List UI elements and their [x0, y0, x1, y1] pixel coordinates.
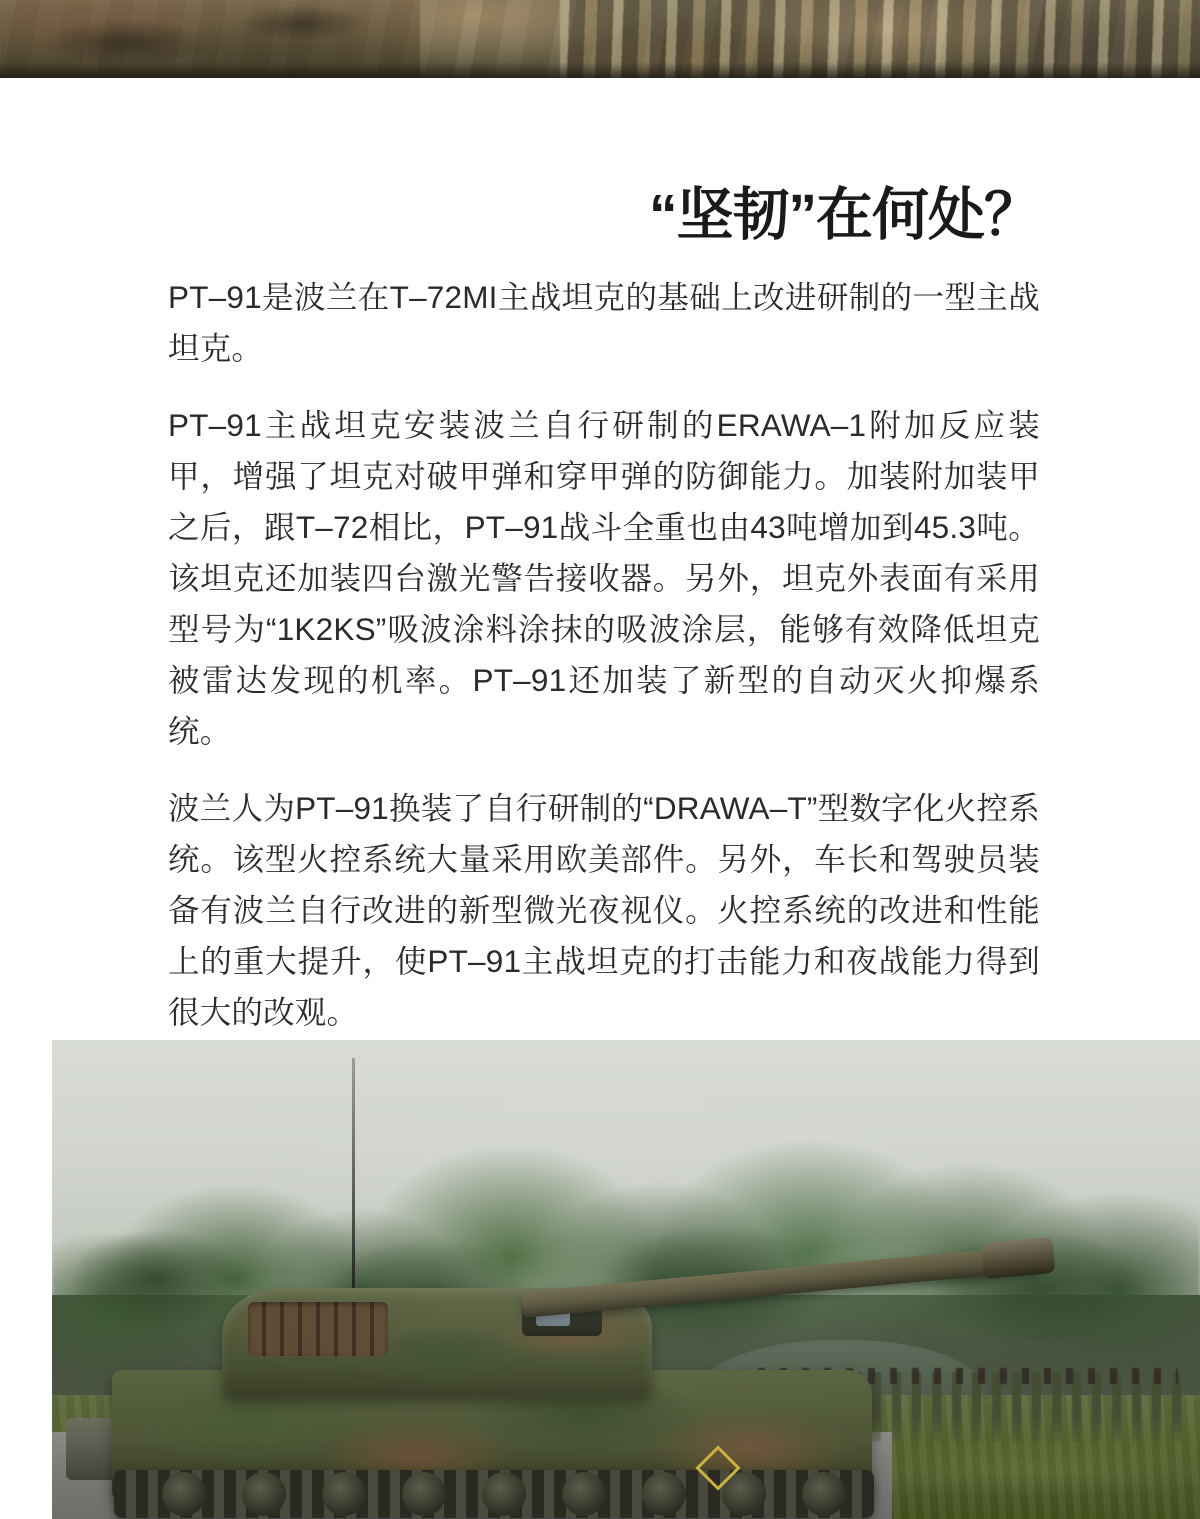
photo-road-wheel [802, 1472, 846, 1516]
paragraph-3: 波兰人为PT–91换装了自行研制的“DRAWA–T”型数字化火控系统。该型火控系统大量采用欧美部件。另外，车长和驾驶员装备有波兰自行改进的新型微光夜视仪。火控系统的改进和性能上的重大提升，使PT–91主战坦克的打击能力和夜战能力得到很大的改观。 [168, 789, 1040, 1031]
photo-gun-muzzle [981, 1237, 1056, 1279]
image-bottom-shadow [0, 62, 1200, 78]
paragraph-1: PT–91是波兰在T–72MI主战坦克的基础上改进研制的一型主战坦克。 [168, 278, 1040, 366]
photo-road-wheel [402, 1472, 446, 1516]
photo-road-wheel [482, 1472, 526, 1516]
pt-91-tank-photo [52, 1040, 1200, 1519]
photo-smoke-grenade-launchers [248, 1302, 388, 1356]
top-image-strip [0, 0, 1200, 78]
photo-road-wheel [562, 1472, 606, 1516]
photo-road-wheel [322, 1472, 366, 1516]
paragraph-2: PT–91主战坦克安装波兰自行研制的ERAWA–1附加反应装甲，增强了坦克对破甲弹和穿甲弹的防御能力。加装附加装甲之后，跟T–72相比，PT–91战斗全重也由43吨增加到45.3吨。该坦克还加装四台激光警告接收器。另外，坦克外表面有采用型号为“1K2KS”吸波涂料涂抹的吸波涂层，能够有效降低坦克被雷达发现的机率。PT–91还加装了新型的自动灭火抑爆系统。 [168, 406, 1040, 749]
photo-road-wheel [162, 1472, 206, 1516]
photo-tank-antenna [352, 1058, 355, 1288]
page-title: “坚韧”在何处？ [649, 183, 1040, 247]
article-body [168, 183, 1040, 1038]
photo-road-wheel [242, 1472, 286, 1516]
photo-road-wheel [642, 1472, 686, 1516]
